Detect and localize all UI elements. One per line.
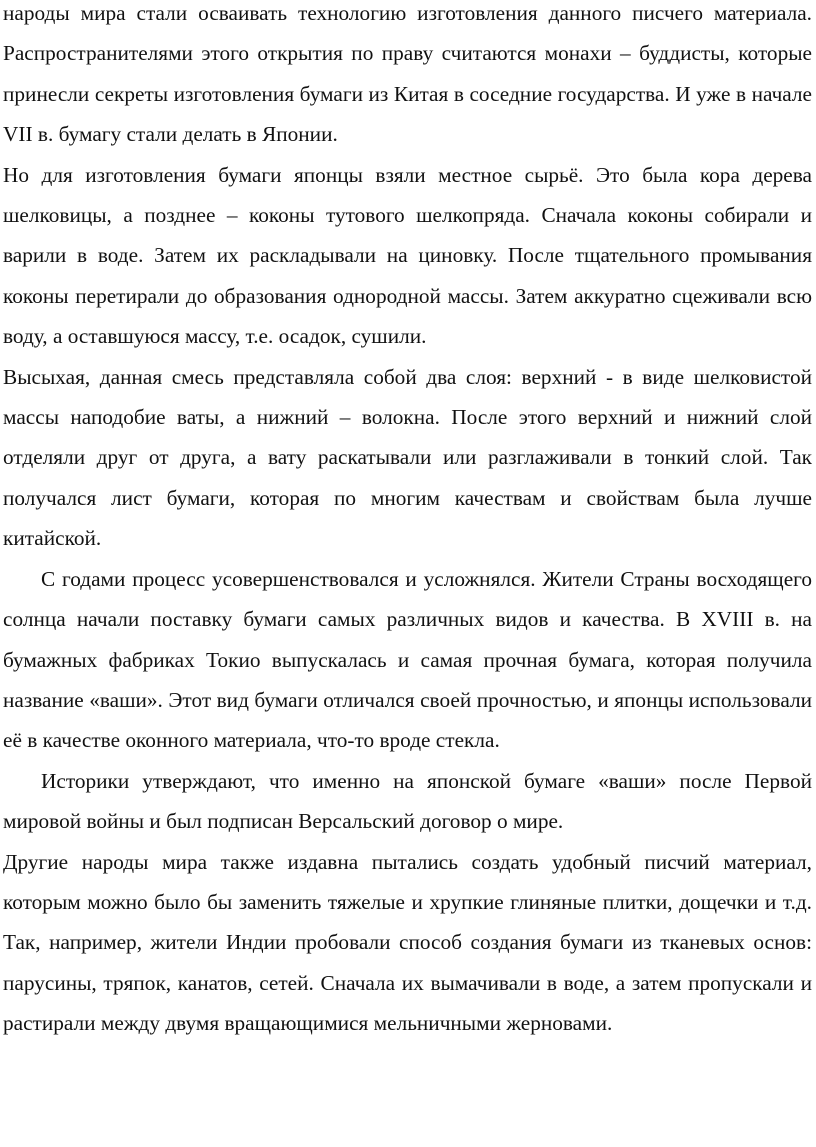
paragraph-paper-spread: народы мира стали осваивать технологию изготовления данного писчего материала. Распространителями этого открытия по праву считаются монахи – буддисты, которые принесли секреты изготовления бумаги из Китая в соседние государства. И уже в начале VII в. бумагу стали делать в Японии.: [3, 1, 812, 147]
paragraph-drying-layers: Высыхая, данная смесь представляла собой два слоя: верхний - в виде шелковистой массы наподобие ваты, а нижний – волокна. После этого верхний и нижний слой отделяли друг от друга, а вату раскатывали или разглаживали в тонкий слой. Так получался лист бумаги, которая по многим качествам и свойствам была лучше китайской.: [3, 364, 812, 551]
paragraph-versailles-treaty: Историки утверждают, что именно на японской бумаге «ваши» после Первой мировой войны и был подписан Версальский договор о мире.: [3, 768, 812, 834]
paragraph-washi-paper: С годами процесс усовершенствовался и усложнялся. Жители Страны восходящего солнца начали поставку бумаги самых различных видов и качества. В XVIII в. на бумажных фабриках Токио выпускалась и самая прочная бумага, которая получила название «ваши». Этот вид бумаги отличался своей прочностью, и японцы использовали её в качестве оконного материала, что-то вроде стекла.: [3, 566, 812, 753]
paragraph-india-paper: Другие народы мира также издавна пытались создать удобный писчий материал, которым можно было бы заменить тяжелые и хрупкие глиняные плитки, дощечки и т.д. Так, например, жители Индии пробовали способ создания бумаги из тканевых основ: парусины, тряпок, канатов, сетей. Сначала их вымачивали в воде, а затем пропускали и растирали между двумя вращающимися мельничными жерновами.: [3, 849, 812, 1036]
paragraph-japanese-materials: Но для изготовления бумаги японцы взяли местное сырьё. Это была кора дерева шелковицы, а позднее – коконы тутового шелкопряда. Сначала коконы собирали и варили в воде. Затем их раскладывали на циновку. После тщательного промывания коконы перетирали до образования однородной массы. Затем аккуратно сцеживали всю воду, а оставшуюся массу, т.е. осадок, сушили.: [3, 162, 812, 349]
